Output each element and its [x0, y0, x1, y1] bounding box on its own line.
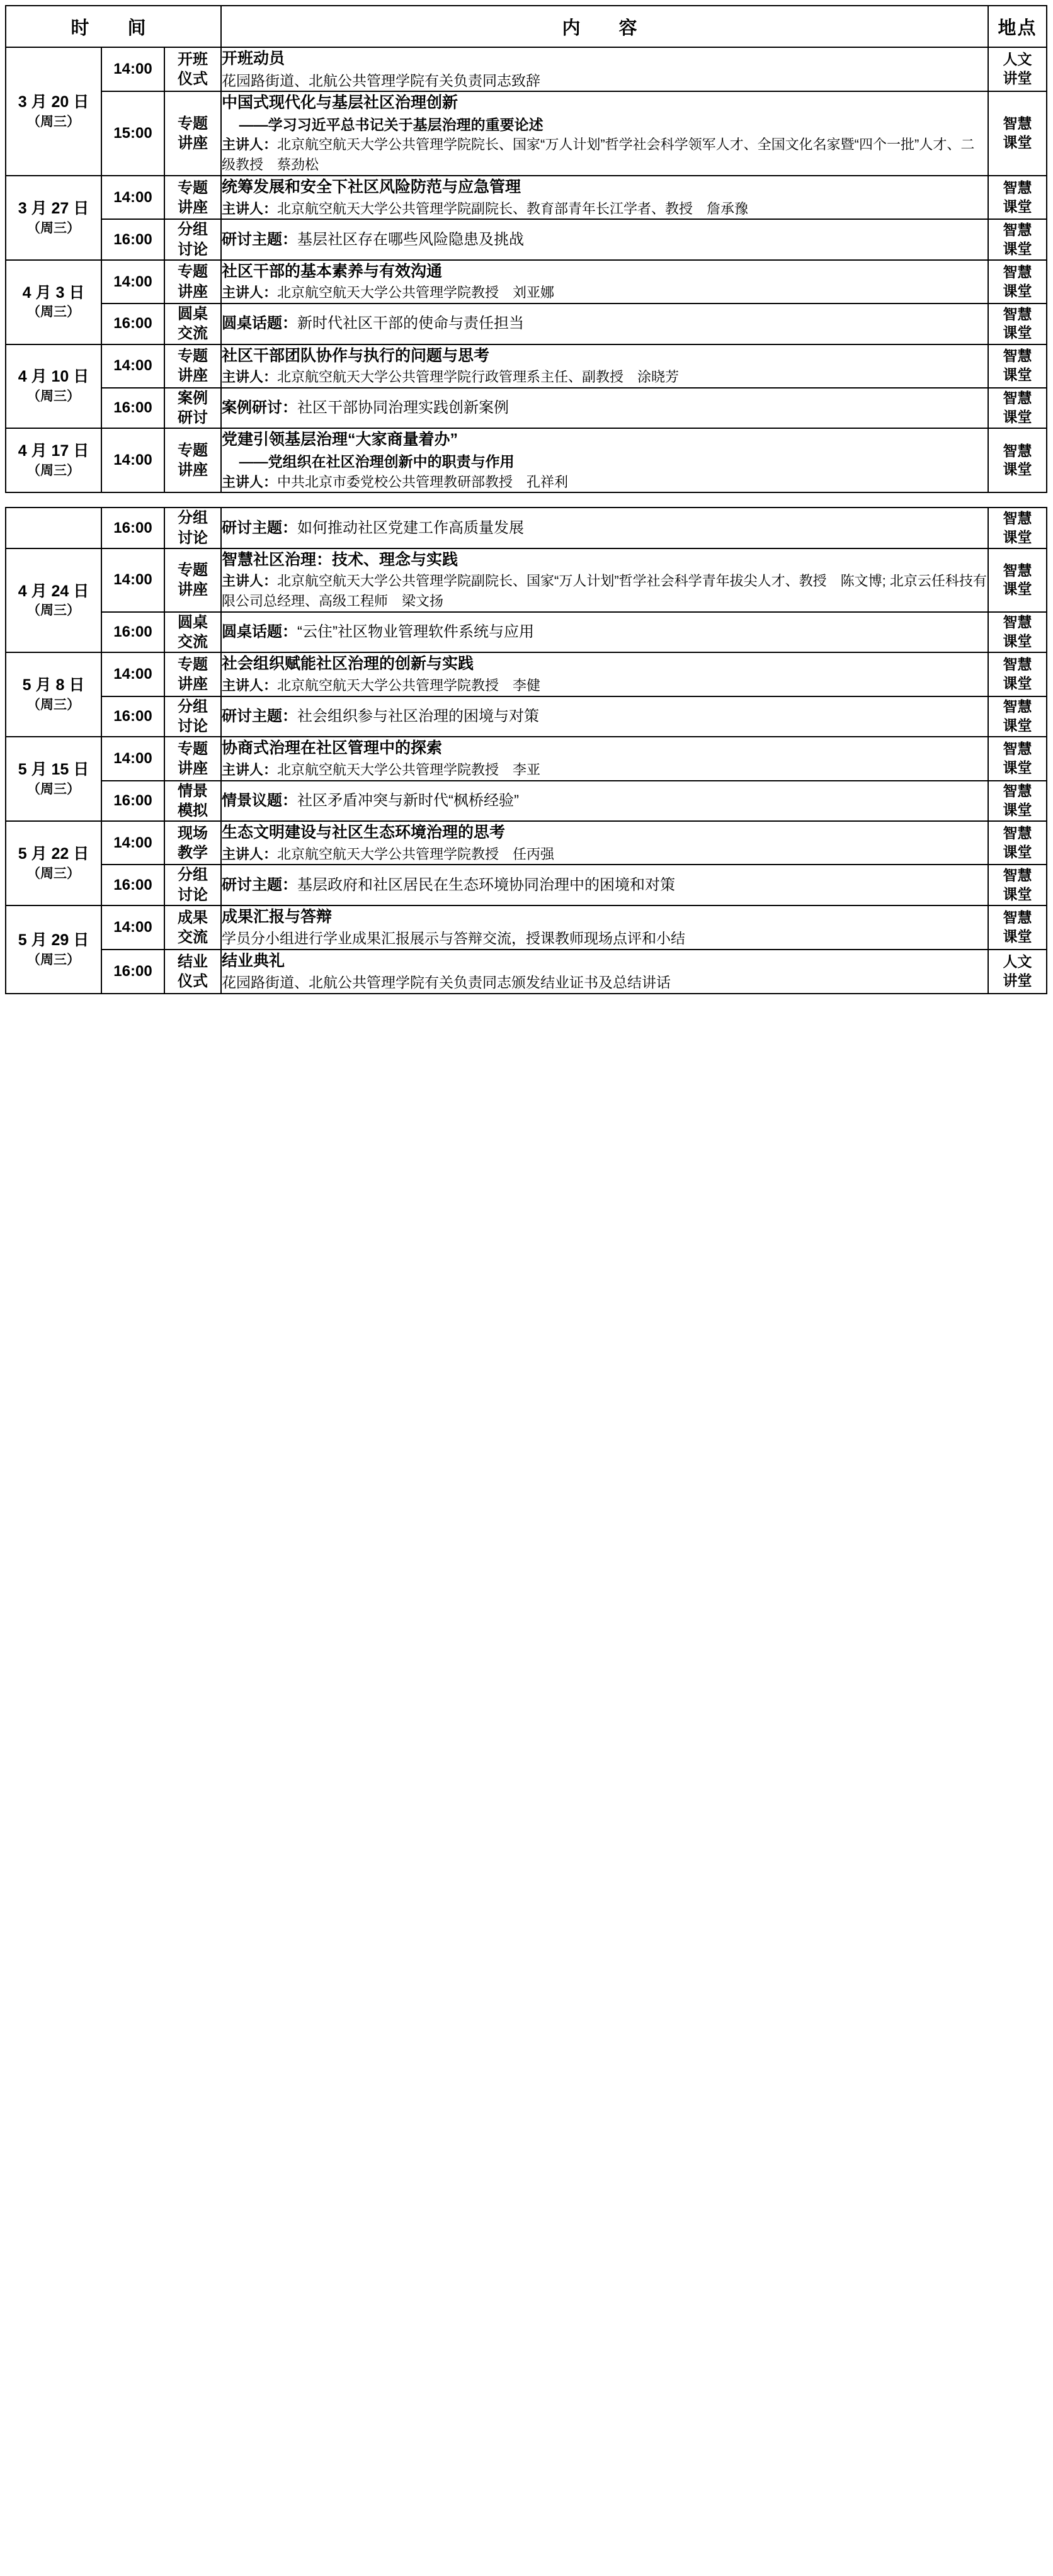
- place-line: 智慧: [1003, 348, 1032, 365]
- session-title: 开班动员: [222, 50, 285, 67]
- place-line: 智慧: [1003, 390, 1032, 407]
- session-topic-text: 社区干部协同治理实践创新案例: [297, 399, 509, 417]
- session-type-line: 讲座: [178, 283, 208, 300]
- time-cell: 16:00: [101, 696, 164, 737]
- session-title: 结业典礼: [222, 951, 285, 970]
- content-cell: [221, 612, 988, 652]
- date-main: 3 月 27 日: [18, 199, 89, 217]
- session-type-cell: [164, 91, 221, 176]
- time-cell: 16:00: [101, 388, 164, 428]
- session-title: 协商式治理在社区管理中的探索: [222, 739, 443, 757]
- table-row: [6, 219, 1047, 259]
- session-topic: [222, 706, 988, 727]
- session-topic: [222, 229, 988, 251]
- session-topic-label: 研讨主题：: [222, 876, 297, 894]
- date-cell: [6, 905, 101, 994]
- content-cell: [221, 508, 988, 548]
- session-type-line: 专题: [178, 740, 208, 757]
- schedule-table-part-2: [5, 507, 1047, 994]
- session-type-line: 模拟: [178, 802, 208, 819]
- session-title: 生态文明建设与社区生态环境治理的思考: [222, 824, 506, 841]
- session-type-line: 案例: [178, 390, 208, 407]
- session-type-cell: [164, 47, 221, 91]
- place-cell: [988, 219, 1047, 259]
- time-cell: 14:00: [101, 260, 164, 304]
- session-type-line: 交流: [178, 325, 208, 343]
- session-type-line: 讨论: [178, 241, 208, 258]
- session-type-cell: [164, 548, 221, 612]
- place-line: 课堂: [1003, 528, 1032, 545]
- time-cell: 14:00: [101, 344, 164, 388]
- content-cell: [221, 905, 988, 950]
- date-main: 5 月 8 日: [22, 676, 85, 695]
- session-type-cell: [164, 905, 221, 950]
- session-topic-label: 圆桌话题：: [222, 315, 297, 332]
- date-cell: [6, 428, 101, 492]
- table-row: [6, 344, 1047, 388]
- content-cell: [221, 865, 988, 905]
- table-row: [6, 47, 1047, 91]
- place-cell: [988, 737, 1047, 780]
- session-title: 社区干部团队协作与执行的问题与思考: [222, 346, 490, 365]
- place-cell: [988, 865, 1047, 905]
- place-line: 课堂: [1003, 240, 1032, 257]
- table-row: [6, 821, 1047, 865]
- session-type-cell: [164, 781, 221, 821]
- header-place: 地点: [988, 6, 1047, 47]
- session-type-cell: [164, 219, 221, 259]
- session-type-cell: [164, 865, 221, 905]
- session-speaker: 主讲人：中共北京市委党校公共管理教研部教授 孔祥利: [222, 474, 569, 490]
- place-line: 课堂: [1003, 675, 1032, 692]
- session-speaker: 主讲人：北京航空航天大学公共管理学院教授 刘亚娜: [222, 285, 555, 301]
- time-cell: 16:00: [101, 781, 164, 821]
- place-line: 课堂: [1003, 366, 1032, 383]
- session-subtitle: ——党组织在社区治理创新中的职责与作用: [239, 453, 515, 470]
- session-type-line: 开班: [178, 50, 208, 68]
- place-line: 课堂: [1003, 461, 1032, 478]
- session-topic-label: 研讨主题：: [222, 519, 297, 536]
- session-description: 学员分小组进行学业成果汇报展示与答辩交流，授课教师现场点评和小结: [222, 930, 685, 947]
- session-title: 党建引领基层治理“大家商量着办”: [222, 431, 458, 449]
- date-cell: [6, 260, 101, 344]
- place-line: 智慧: [1003, 824, 1032, 841]
- place-line: 课堂: [1003, 633, 1032, 650]
- content-cell: [221, 219, 988, 259]
- session-type-cell: [164, 696, 221, 737]
- session-type-line: 讲座: [178, 581, 208, 599]
- content-cell: [221, 821, 988, 865]
- content-cell: [221, 47, 988, 91]
- session-topic-text: “云住”社区物业管理软件系统与应用: [297, 623, 534, 641]
- session-type-line: 分组: [178, 221, 208, 239]
- place-line: 智慧: [1003, 782, 1032, 799]
- place-line: 课堂: [1003, 801, 1032, 818]
- time-cell: 16:00: [101, 865, 164, 905]
- place-line: 智慧: [1003, 509, 1032, 526]
- date-weekday: （周三）: [27, 781, 80, 797]
- session-speaker: 主讲人：北京航空航天大学公共管理学院副院长、国家“万人计划”哲学社会科学青年拔尖人才、教授 陈文博; 北京云任科技有限公司总经理、高级工程师 梁文扬: [222, 573, 987, 610]
- session-title: 中国式现代化与基层社区治理创新: [222, 94, 458, 112]
- session-type-line: 教学: [178, 844, 208, 861]
- date-weekday: （周三）: [27, 952, 80, 967]
- time-cell: 14:00: [101, 176, 164, 219]
- time-cell: 14:00: [101, 652, 164, 696]
- session-speaker: 主讲人：北京航空航天大学公共管理学院教授 任丙强: [222, 846, 555, 862]
- table-row: [6, 737, 1047, 780]
- session-type-line: 现场: [178, 824, 208, 842]
- place-cell: [988, 47, 1047, 91]
- time-cell: 14:00: [101, 47, 164, 91]
- session-type-cell: [164, 388, 221, 428]
- date-cell: [6, 652, 101, 737]
- session-type-line: 专题: [178, 115, 208, 132]
- session-topic-text: 基层社区存在哪些风险隐患及挑战: [297, 230, 524, 248]
- place-cell: [988, 821, 1047, 865]
- session-topic: [222, 313, 988, 334]
- content-cell: [221, 781, 988, 821]
- session-type-line: 圆桌: [178, 614, 208, 632]
- content-cell: [221, 388, 988, 428]
- time-cell: 14:00: [101, 548, 164, 612]
- content-cell: [221, 548, 988, 612]
- date-main: 4 月 10 日: [18, 368, 89, 386]
- date-main: 5 月 29 日: [18, 931, 89, 949]
- date-cell: [6, 47, 101, 176]
- session-topic: [222, 397, 988, 419]
- content-cell: [221, 260, 988, 304]
- session-topic: [222, 790, 988, 812]
- time-cell: 14:00: [101, 428, 164, 492]
- table-row: [6, 865, 1047, 905]
- session-type-cell: [164, 304, 221, 344]
- session-topic: [222, 875, 988, 896]
- session-topic-text: 基层政府和社区居民在生态环境协同治理中的困境和对策: [297, 876, 675, 894]
- session-type-cell: [164, 176, 221, 219]
- session-type-line: 分组: [178, 509, 208, 527]
- session-title: 智慧社区治理：技术、理念与实践: [222, 550, 458, 569]
- session-speaker: 主讲人：北京航空航天大学公共管理学院副院长、教育部青年长江学者、教授 詹承豫: [222, 200, 749, 217]
- date-cell: [6, 737, 101, 821]
- session-topic-text: 如何推动社区党建工作高质量发展: [297, 519, 524, 536]
- place-line: 智慧: [1003, 305, 1032, 322]
- place-line: 人文: [1003, 953, 1032, 970]
- place-line: 课堂: [1003, 759, 1032, 776]
- session-type-cell: [164, 260, 221, 304]
- session-type-line: 专题: [178, 655, 208, 673]
- table-header-row: [6, 6, 1047, 47]
- date-cell: [6, 508, 101, 548]
- session-speaker: 主讲人：北京航空航天大学公共管理学院教授 李健: [222, 677, 541, 693]
- date-main: 4 月 24 日: [18, 582, 89, 600]
- table-row: [6, 950, 1047, 994]
- table-row: [6, 388, 1047, 428]
- session-type-line: 分组: [178, 698, 208, 715]
- date-weekday: （周三）: [27, 603, 80, 618]
- session-topic-text: 新时代社区干部的使命与责任担当: [297, 315, 524, 332]
- date-cell: [6, 821, 101, 905]
- session-topic-label: 情景议题：: [222, 792, 297, 809]
- place-line: 智慧: [1003, 909, 1032, 926]
- place-line: 智慧: [1003, 179, 1032, 196]
- place-line: 智慧: [1003, 740, 1032, 757]
- place-line: 讲堂: [1003, 70, 1032, 87]
- session-type-line: 讲座: [178, 676, 208, 693]
- date-weekday: （周三）: [27, 463, 80, 479]
- session-type-line: 圆桌: [178, 305, 208, 323]
- table-row: [6, 304, 1047, 344]
- table-row: [6, 176, 1047, 219]
- session-topic-text: 社区矛盾冲突与新时代“枫桥经验”: [297, 792, 519, 809]
- place-cell: [988, 388, 1047, 428]
- session-type-line: 仪式: [178, 973, 208, 990]
- session-description: 花园路街道、北航公共管理学院有关负责同志致辞: [222, 72, 540, 89]
- table-row: [6, 548, 1047, 612]
- time-cell: 14:00: [101, 821, 164, 865]
- session-title: 社区干部的基本素养与有效沟通: [222, 262, 443, 280]
- session-topic: [222, 621, 988, 643]
- session-type-line: 研讨: [178, 409, 208, 427]
- place-cell: [988, 781, 1047, 821]
- place-line: 课堂: [1003, 581, 1032, 598]
- table-row: [6, 508, 1047, 548]
- content-cell: [221, 304, 988, 344]
- place-cell: [988, 696, 1047, 737]
- session-topic-label: 圆桌话题：: [222, 623, 297, 641]
- time-cell: 16:00: [101, 950, 164, 994]
- header-time: 时 间: [6, 6, 221, 47]
- place-cell: [988, 905, 1047, 950]
- session-type-cell: [164, 652, 221, 696]
- place-line: 智慧: [1003, 115, 1032, 132]
- content-cell: [221, 696, 988, 737]
- place-line: 课堂: [1003, 282, 1032, 299]
- session-type-line: 成果: [178, 909, 208, 926]
- session-type-cell: [164, 737, 221, 780]
- place-line: 人文: [1003, 51, 1032, 68]
- session-topic-label: 案例研讨：: [222, 399, 297, 417]
- schedule-table-part-1: [5, 5, 1047, 493]
- place-line: 课堂: [1003, 198, 1032, 215]
- place-cell: [988, 176, 1047, 219]
- session-type-cell: [164, 344, 221, 388]
- session-type-line: 交流: [178, 928, 208, 946]
- table-row: [6, 428, 1047, 492]
- place-line: 课堂: [1003, 717, 1032, 734]
- table-row: [6, 905, 1047, 950]
- place-cell: [988, 548, 1047, 612]
- session-type-line: 仪式: [178, 71, 208, 88]
- content-cell: [221, 652, 988, 696]
- session-type-line: 讲座: [178, 462, 208, 479]
- place-line: 课堂: [1003, 885, 1032, 902]
- place-cell: [988, 612, 1047, 652]
- date-weekday: （周三）: [27, 698, 80, 713]
- content-cell: [221, 737, 988, 780]
- place-line: 智慧: [1003, 866, 1032, 883]
- content-cell: [221, 344, 988, 388]
- time-cell: 14:00: [101, 737, 164, 780]
- session-type-line: 专题: [178, 263, 208, 281]
- place-cell: [988, 304, 1047, 344]
- session-topic: [222, 518, 988, 539]
- session-type-line: 交流: [178, 633, 208, 651]
- session-speaker: 主讲人：北京航空航天大学公共管理学院院长、国家“万人计划”哲学社会科学领军人才、全国文化名家暨“四个一批”人才、二级教授 蔡劲松: [222, 137, 975, 173]
- session-type-line: 讲座: [178, 759, 208, 777]
- time-cell: 16:00: [101, 304, 164, 344]
- place-line: 智慧: [1003, 221, 1032, 238]
- date-weekday: （周三）: [27, 305, 80, 320]
- session-description: 花园路街道、北航公共管理学院有关负责同志颁发结业证书及总结讲话: [222, 974, 671, 991]
- time-cell: 15:00: [101, 91, 164, 176]
- place-line: 智慧: [1003, 562, 1032, 579]
- session-type-line: 专题: [178, 562, 208, 579]
- session-type-cell: [164, 508, 221, 548]
- session-title: 成果汇报与答辩: [222, 907, 333, 926]
- place-cell: [988, 344, 1047, 388]
- session-type-line: 讨论: [178, 529, 208, 547]
- content-cell: [221, 428, 988, 492]
- time-cell: 16:00: [101, 508, 164, 548]
- date-main: 5 月 22 日: [18, 844, 89, 863]
- session-type-line: 情景: [178, 782, 208, 800]
- session-type-cell: [164, 428, 221, 492]
- content-cell: [221, 176, 988, 219]
- time-cell: 16:00: [101, 612, 164, 652]
- place-line: 课堂: [1003, 134, 1032, 151]
- session-speaker: 主讲人：北京航空航天大学公共管理学院教授 李亚: [222, 761, 541, 778]
- session-title: 统筹发展和安全下社区风险防范与应急管理: [222, 178, 521, 196]
- content-cell: [221, 91, 988, 176]
- content-cell: [221, 950, 988, 994]
- place-line: 课堂: [1003, 928, 1032, 945]
- table-row: [6, 91, 1047, 176]
- time-cell: 16:00: [101, 219, 164, 259]
- place-cell: [988, 428, 1047, 492]
- session-type-line: 专题: [178, 348, 208, 365]
- date-main: 3 月 20 日: [18, 93, 89, 111]
- table-row: [6, 781, 1047, 821]
- date-weekday: （周三）: [27, 114, 80, 129]
- place-line: 智慧: [1003, 656, 1032, 673]
- date-weekday: （周三）: [27, 866, 80, 881]
- place-line: 讲堂: [1003, 972, 1032, 989]
- session-speaker: 主讲人：北京航空航天大学公共管理学院行政管理系主任、副教授 涂晓芳: [222, 369, 680, 385]
- place-cell: [988, 950, 1047, 994]
- session-type-line: 分组: [178, 866, 208, 884]
- table-row: [6, 612, 1047, 652]
- session-topic-label: 研讨主题：: [222, 708, 297, 725]
- date-cell: [6, 344, 101, 429]
- session-type-line: 讲座: [178, 198, 208, 216]
- place-line: 课堂: [1003, 409, 1032, 426]
- place-cell: [988, 260, 1047, 304]
- session-title: 社会组织赋能社区治理的创新与实践: [222, 655, 474, 673]
- session-type-line: 讲座: [178, 135, 208, 152]
- session-type-line: 讲座: [178, 367, 208, 385]
- table-row: [6, 696, 1047, 737]
- date-main: 5 月 15 日: [18, 761, 89, 779]
- session-type-line: 结业: [178, 953, 208, 970]
- date-cell: [6, 548, 101, 653]
- session-topic-text: 社会组织参与社区治理的困境与对策: [297, 708, 539, 725]
- date-weekday: （周三）: [27, 220, 80, 235]
- date-main: 4 月 17 日: [18, 442, 89, 460]
- place-line: 智慧: [1003, 263, 1032, 280]
- session-type-line: 讨论: [178, 886, 208, 904]
- table-row: [6, 260, 1047, 304]
- session-type-line: 专题: [178, 179, 208, 196]
- date-cell: [6, 176, 101, 260]
- session-type-cell: [164, 612, 221, 652]
- session-topic-label: 研讨主题：: [222, 230, 297, 248]
- place-line: 课堂: [1003, 843, 1032, 860]
- place-cell: [988, 91, 1047, 176]
- date-weekday: （周三）: [27, 389, 80, 404]
- place-cell: [988, 508, 1047, 548]
- session-type-cell: [164, 821, 221, 865]
- place-line: 智慧: [1003, 614, 1032, 631]
- place-line: 课堂: [1003, 324, 1032, 341]
- session-type-line: 讨论: [178, 718, 208, 735]
- session-subtitle: ——学习习近平总书记关于基层治理的重要论述: [239, 116, 544, 133]
- time-cell: 14:00: [101, 905, 164, 950]
- session-type-line: 专题: [178, 442, 208, 460]
- date-main: 4 月 3 日: [22, 283, 85, 302]
- place-line: 智慧: [1003, 698, 1032, 715]
- table-row: [6, 652, 1047, 696]
- place-cell: [988, 652, 1047, 696]
- session-type-cell: [164, 950, 221, 994]
- header-content: 内 容: [221, 6, 988, 47]
- place-line: 智慧: [1003, 442, 1032, 459]
